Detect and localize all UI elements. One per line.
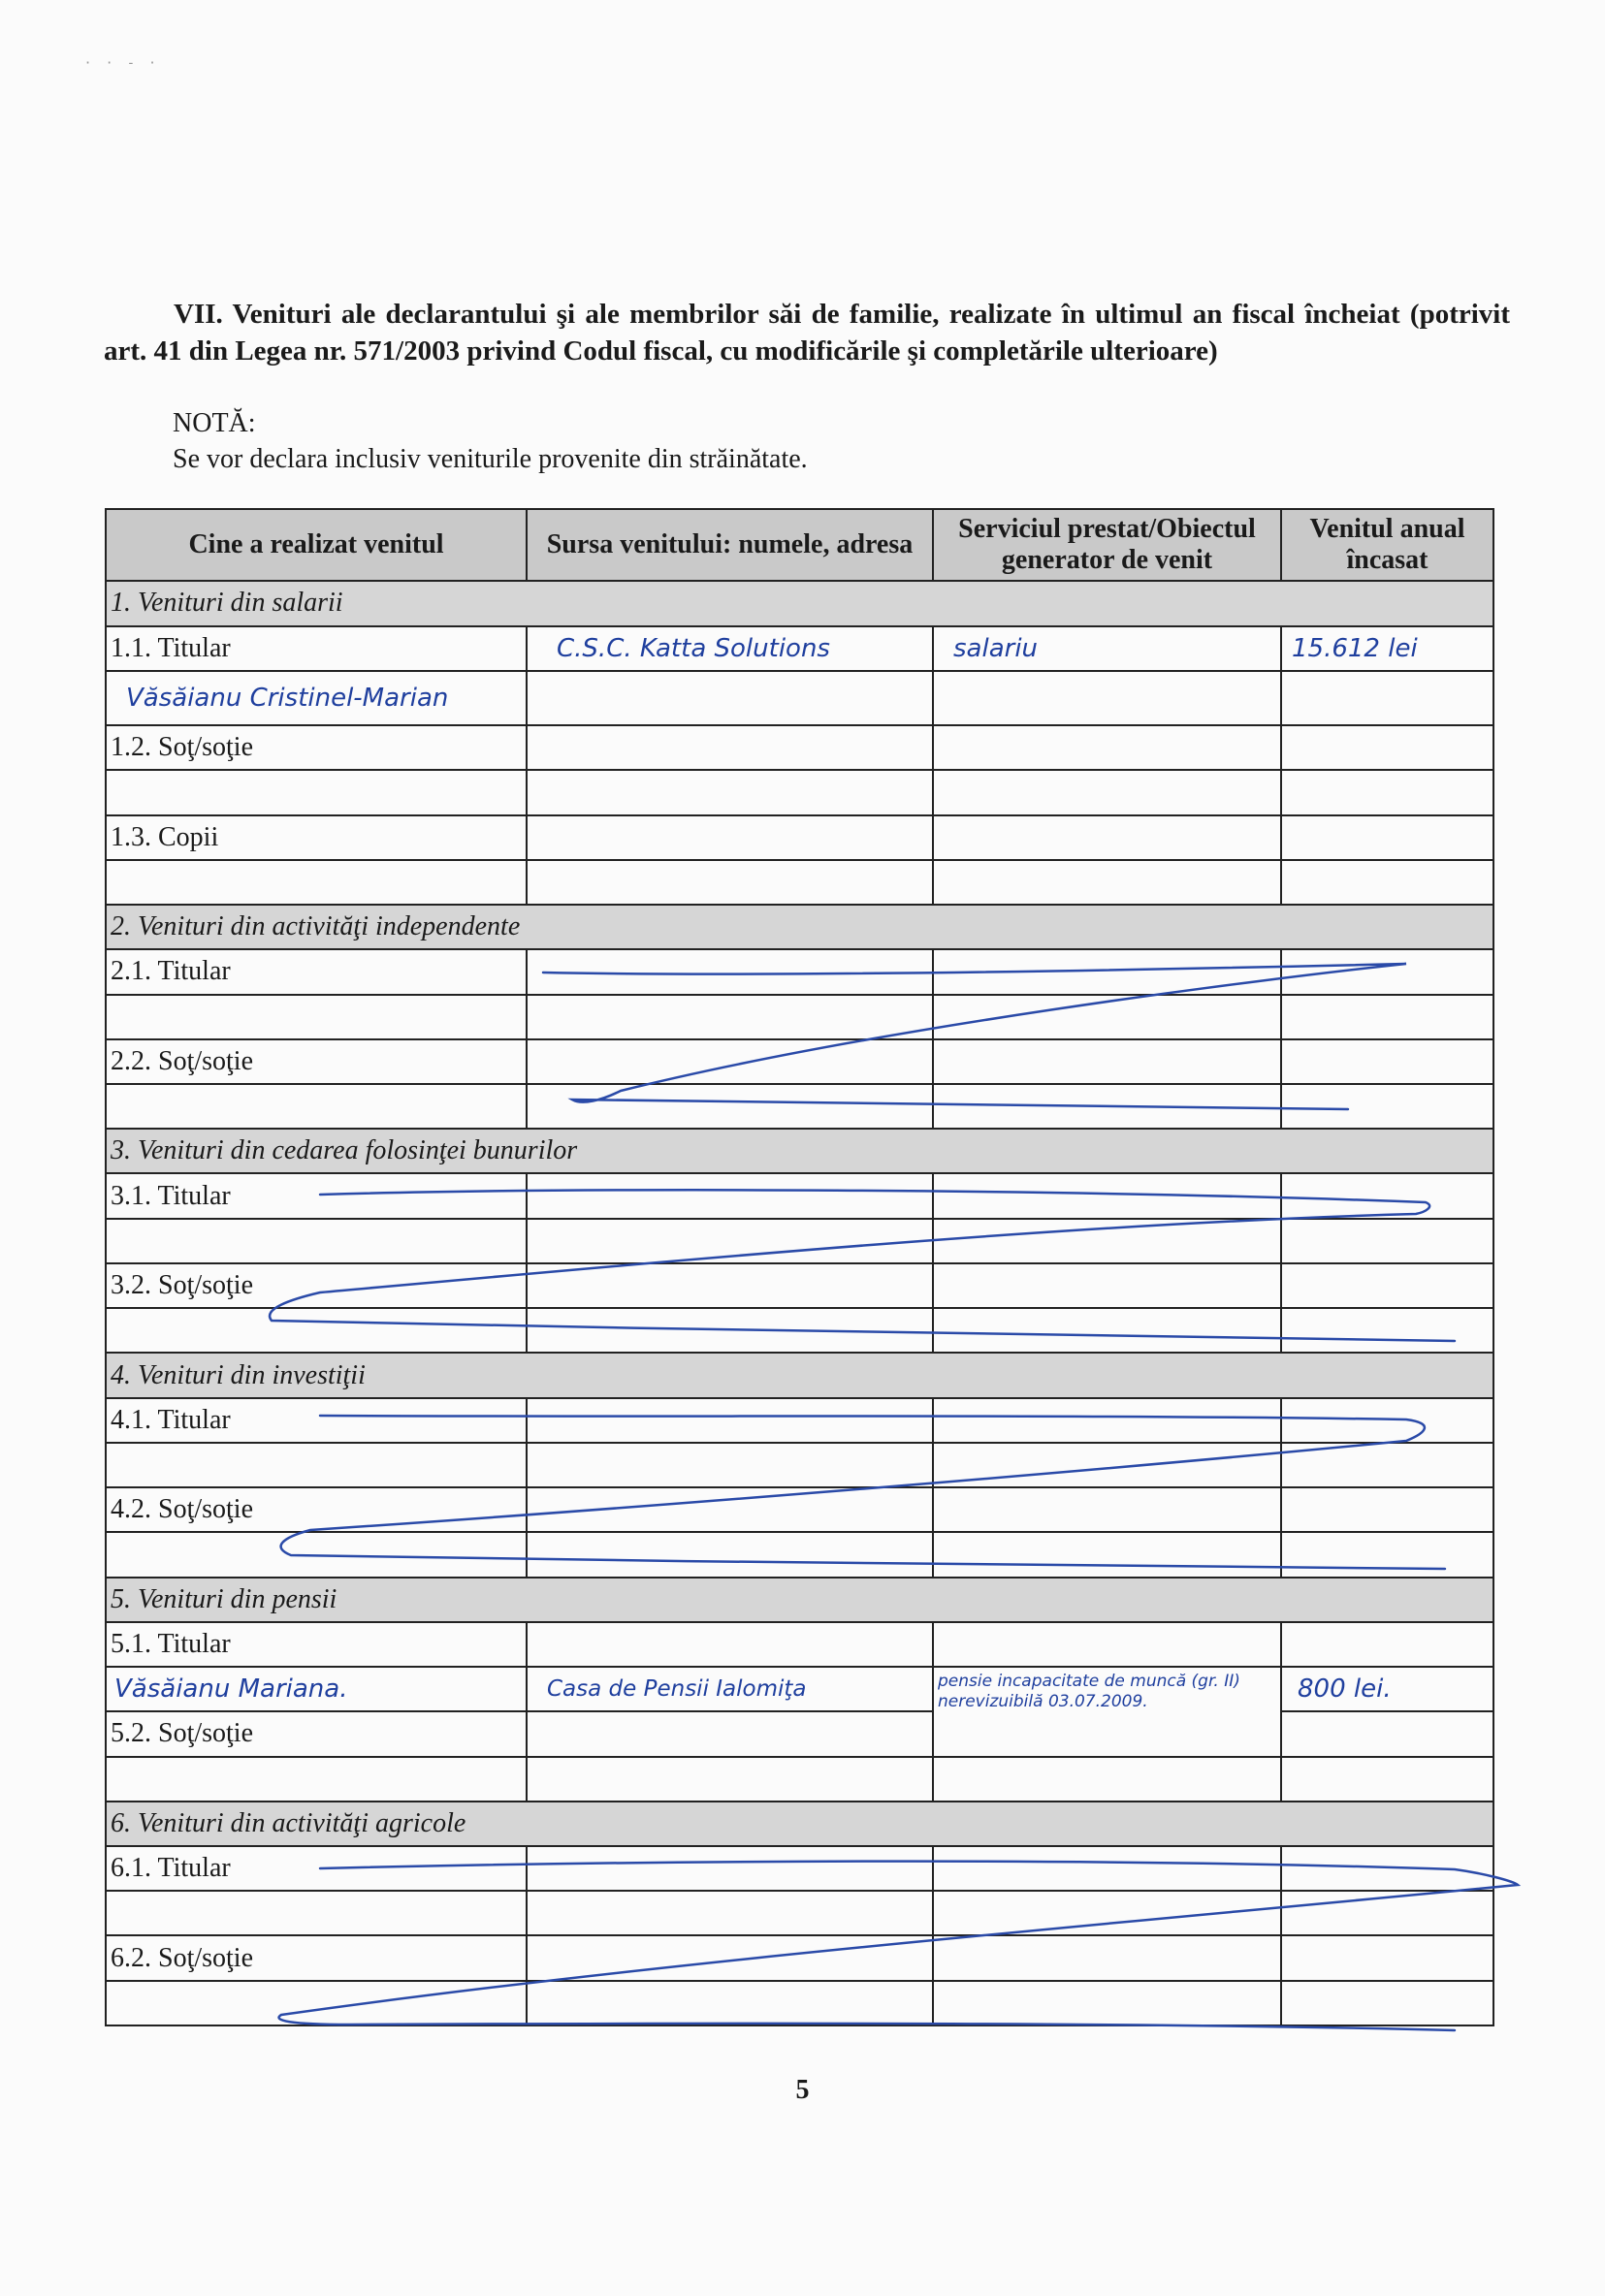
table-row [106, 1443, 1493, 1487]
note-title: NOTĂ: [173, 408, 256, 438]
empty-cell [933, 1757, 1281, 1802]
empty-cell [1281, 1935, 1493, 1980]
table-row [106, 1846, 1493, 1891]
row-label: 3.2. Soţ/soţie [106, 1263, 527, 1308]
row-label: 2.1. Titular [106, 949, 527, 994]
empty-cell [527, 725, 933, 770]
empty-cell [933, 995, 1281, 1039]
table-row [106, 949, 1493, 994]
empty-cell [527, 1487, 933, 1532]
table-row [106, 770, 1493, 814]
empty-cell [106, 1443, 527, 1487]
table-row [106, 1487, 1493, 1532]
empty-cell [527, 815, 933, 860]
row-label: 6.1. Titular [106, 1846, 527, 1891]
empty-cell [1281, 1308, 1493, 1353]
empty-cell [933, 1846, 1281, 1891]
empty-cell [1281, 1532, 1493, 1577]
table-row [106, 671, 1493, 725]
empty-cell [1281, 1443, 1493, 1487]
handwritten-name: Văsăianu Mariana. [106, 1667, 527, 1711]
table-row [106, 626, 1493, 671]
empty-cell [527, 1891, 933, 1935]
handwritten-name: Văsăianu Cristinel-Marian [106, 671, 527, 725]
empty-cell [1281, 1173, 1493, 1218]
empty-cell [106, 995, 527, 1039]
section-label: 4. Venituri din investiţii [106, 1353, 1493, 1397]
empty-cell [933, 1622, 1281, 1667]
empty-cell [1281, 671, 1493, 725]
row-label: 5.1. Titular [106, 1622, 527, 1667]
empty-cell [1281, 1398, 1493, 1443]
table-row [106, 1711, 1493, 1756]
section-label: 6. Venituri din activităţi agricole [106, 1802, 1493, 1846]
empty-cell [1281, 1039, 1493, 1084]
empty-cell [1281, 949, 1493, 994]
empty-cell [1281, 1084, 1493, 1129]
empty-cell [1281, 725, 1493, 770]
empty-cell [933, 1039, 1281, 1084]
handwritten-source: C.S.C. Katta Solutions [527, 626, 933, 671]
table-row [106, 995, 1493, 1039]
empty-cell [1281, 1711, 1493, 1756]
empty-cell [933, 1084, 1281, 1129]
empty-cell [933, 671, 1281, 725]
empty-cell [106, 1308, 527, 1353]
row-label: 5.2. Soţ/soţie [106, 1711, 527, 1756]
row-label: 1.3. Copii [106, 815, 527, 860]
handwritten-service: salariu [933, 626, 1281, 671]
empty-cell [527, 1757, 933, 1802]
empty-cell [933, 1173, 1281, 1218]
table-row [106, 860, 1493, 905]
row-label: 2.2. Soţ/soţie [106, 1039, 527, 1084]
empty-cell [106, 1981, 527, 2025]
table-row [106, 1532, 1493, 1577]
empty-cell [106, 1532, 527, 1577]
empty-cell [933, 1891, 1281, 1935]
note-text: Se vor declara inclusiv veniturile provenite din străinătate. [173, 444, 808, 474]
empty-cell [527, 1263, 933, 1308]
empty-cell [1281, 1263, 1493, 1308]
table-row [106, 1935, 1493, 1980]
empty-cell [527, 1532, 933, 1577]
empty-cell [933, 1935, 1281, 1980]
handwritten-amount: 800 lei. [1281, 1667, 1493, 1711]
table-row [106, 1757, 1493, 1802]
empty-cell [527, 1039, 933, 1084]
empty-cell [1281, 1757, 1493, 1802]
empty-cell [106, 1084, 527, 1129]
section-label: 3. Venituri din cedarea folosinţei bunurilor [106, 1129, 1493, 1173]
empty-cell [1281, 1846, 1493, 1891]
table-row [106, 1263, 1493, 1308]
empty-cell [1281, 770, 1493, 814]
empty-cell [1281, 1981, 1493, 2025]
table-row [106, 1891, 1493, 1935]
section-label: 5. Venituri din pensii [106, 1578, 1493, 1622]
empty-cell [527, 1981, 933, 2025]
empty-cell [106, 1891, 527, 1935]
section-row [106, 581, 1493, 625]
empty-cell [527, 1173, 933, 1218]
empty-cell [933, 1443, 1281, 1487]
table-row [106, 1622, 1493, 1667]
table-row [106, 1667, 1493, 1711]
empty-cell [1281, 860, 1493, 905]
empty-cell [933, 725, 1281, 770]
section-row [106, 1802, 1493, 1846]
empty-cell [106, 770, 527, 814]
empty-cell [527, 671, 933, 725]
empty-cell [933, 860, 1281, 905]
empty-cell [527, 770, 933, 814]
empty-cell [933, 1219, 1281, 1263]
empty-cell [1281, 995, 1493, 1039]
empty-cell [527, 1219, 933, 1263]
empty-cell [933, 949, 1281, 994]
table-row [106, 1084, 1493, 1129]
table-row [106, 1219, 1493, 1263]
table-row [106, 1981, 1493, 2025]
handwritten-amount: 15.612 lei [1281, 626, 1493, 671]
table-header-row [106, 509, 1493, 581]
empty-cell [527, 1711, 933, 1756]
table-row [106, 725, 1493, 770]
section-label: 1. Venituri din salarii [106, 581, 1493, 625]
scan-marks: · · ˗ · [85, 53, 161, 72]
empty-cell [527, 1622, 933, 1667]
section-row [106, 1129, 1493, 1173]
handwritten-source: Casa de Pensii Ialomiţa [527, 1667, 933, 1711]
section-row [106, 1578, 1493, 1622]
empty-cell [933, 1398, 1281, 1443]
row-label: 1.2. Soţ/soţie [106, 725, 527, 770]
empty-cell [933, 1532, 1281, 1577]
row-label: 4.1. Titular [106, 1398, 527, 1443]
empty-cell [933, 1263, 1281, 1308]
empty-cell [1281, 1487, 1493, 1532]
empty-cell [527, 1935, 933, 1980]
header-who: Cine a realizat venitul [106, 509, 527, 581]
section-row [106, 905, 1493, 949]
row-label: 4.2. Soţ/soţie [106, 1487, 527, 1532]
empty-cell [933, 1981, 1281, 2025]
empty-cell [527, 949, 933, 994]
row-label: 1.1. Titular [106, 626, 527, 671]
table-row [106, 1039, 1493, 1084]
section-label: 2. Venituri din activităţi independente [106, 905, 1493, 949]
handwritten-service: pensie incapacitate de muncă (gr. II) nerevizuibilă 03.07.2009. [933, 1667, 1281, 1756]
empty-cell [527, 1084, 933, 1129]
table-row [106, 815, 1493, 860]
empty-cell [106, 860, 527, 905]
empty-cell [527, 995, 933, 1039]
row-label: 6.2. Soţ/soţie [106, 1935, 527, 1980]
section-heading: VII. Venituri ale declarantului şi ale membrilor săi de familie, realizate în ultimul an fiscal încheiat (potrivit art. 41 din Legea nr. 571/2003 privind Codul fiscal, cu modificările şi completările ulterioare) [104, 299, 1510, 367]
page-number: 5 [795, 2075, 810, 2105]
empty-cell [1281, 815, 1493, 860]
empty-cell [527, 1308, 933, 1353]
empty-cell [933, 815, 1281, 860]
header-amount: Venitul anual încasat [1281, 509, 1493, 581]
empty-cell [933, 1308, 1281, 1353]
table-row [106, 1398, 1493, 1443]
empty-cell [106, 1219, 527, 1263]
header-source: Sursa venitului: numele, adresa [527, 509, 933, 581]
empty-cell [106, 1757, 527, 1802]
empty-cell [527, 1443, 933, 1487]
empty-cell [1281, 1219, 1493, 1263]
table-row [106, 1308, 1493, 1353]
empty-cell [527, 1398, 933, 1443]
empty-cell [527, 860, 933, 905]
empty-cell [933, 1487, 1281, 1532]
section-row [106, 1353, 1493, 1397]
empty-cell [527, 1846, 933, 1891]
note-block [173, 405, 808, 477]
header-service: Serviciul prestat/Obiectul generator de venit [933, 509, 1281, 581]
income-table [105, 508, 1494, 2026]
row-label: 3.1. Titular [106, 1173, 527, 1218]
empty-cell [933, 770, 1281, 814]
empty-cell [1281, 1891, 1493, 1935]
table-row [106, 1173, 1493, 1218]
empty-cell [1281, 1622, 1493, 1667]
